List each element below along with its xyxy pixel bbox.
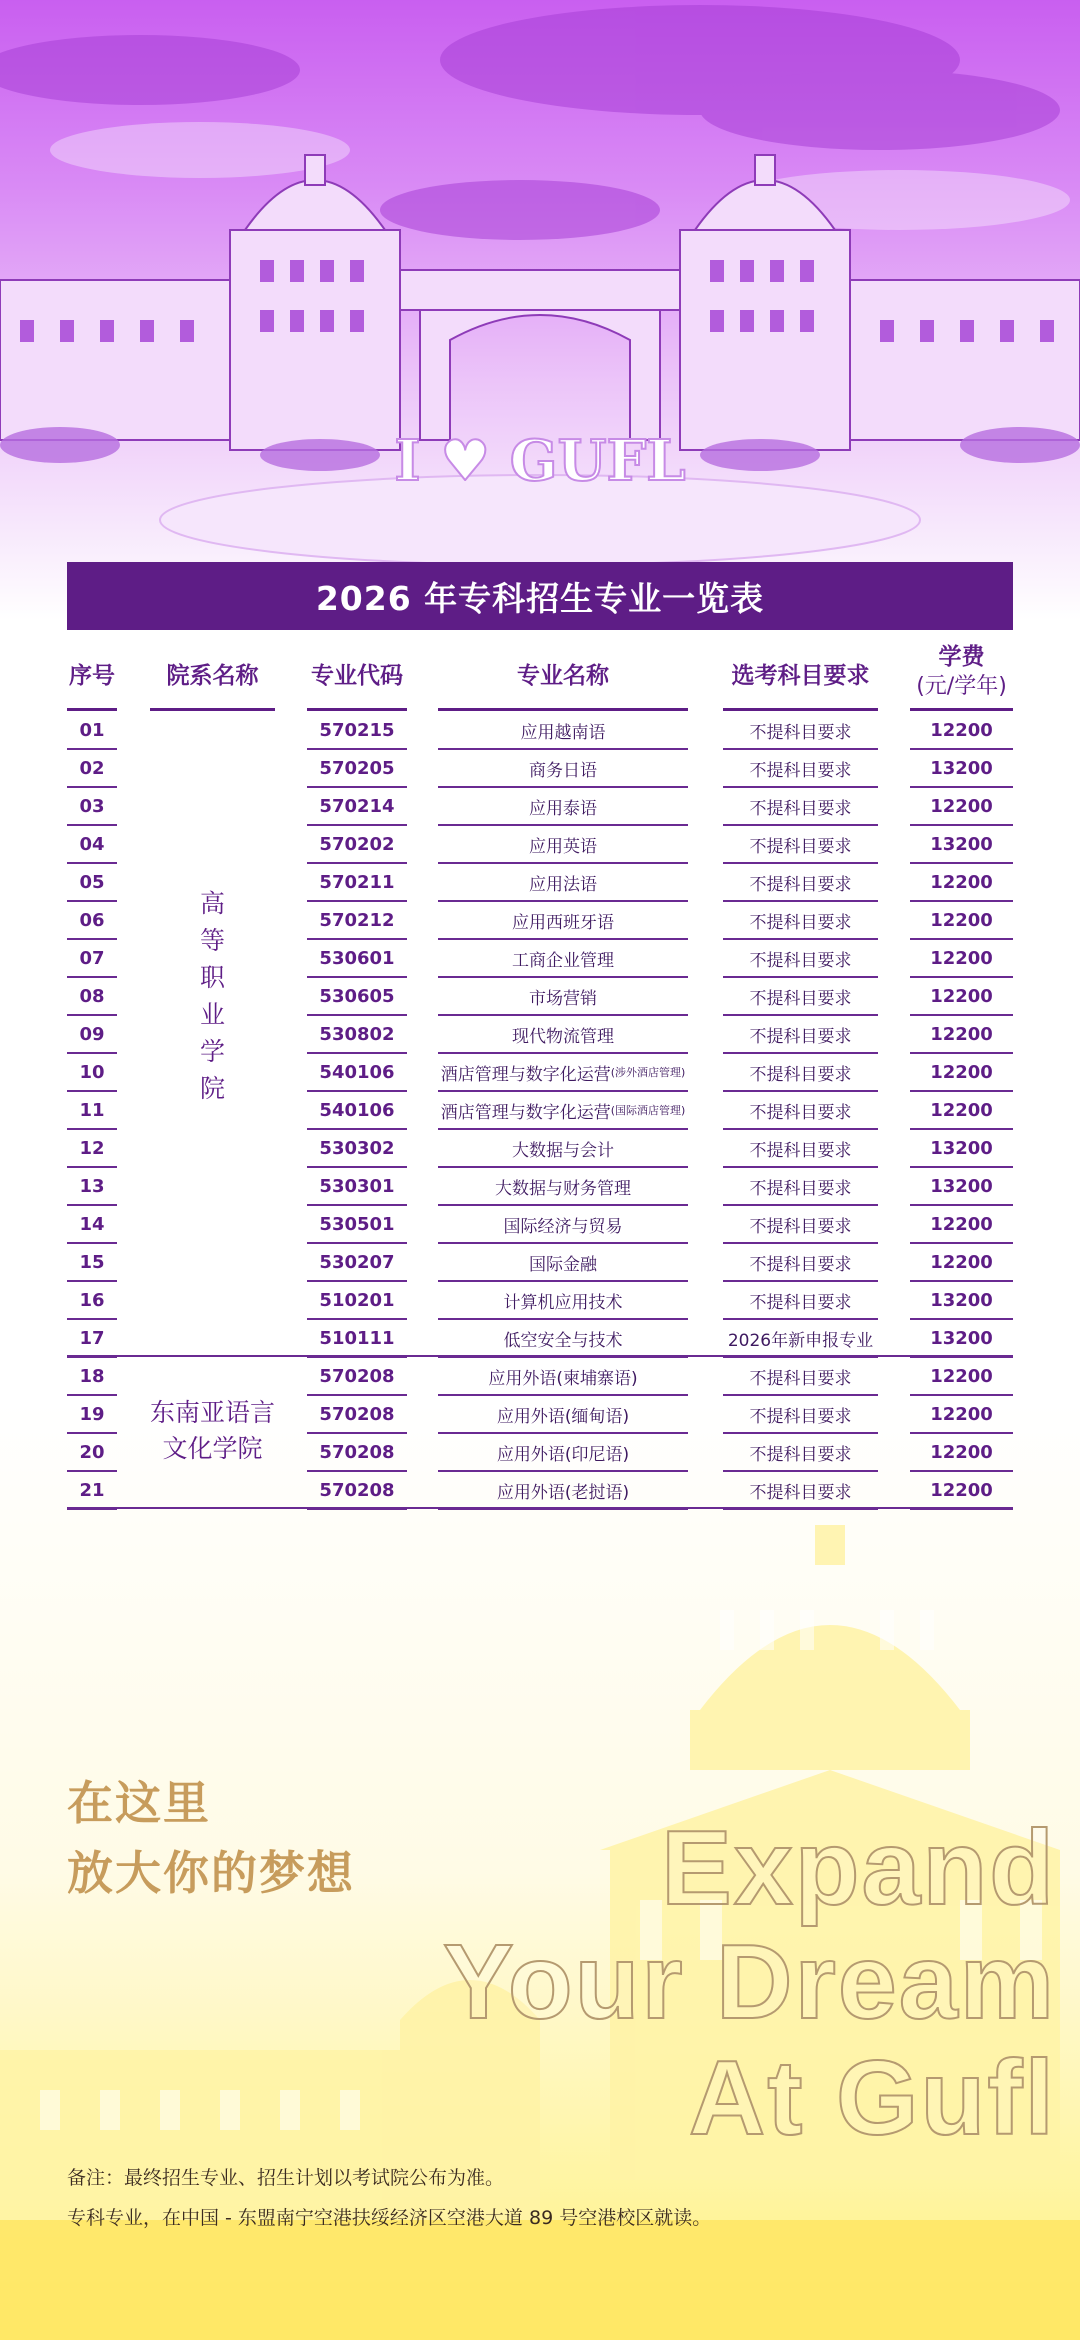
header-code: 专业代码 [311,663,403,689]
row-major-cell-text: 商务日语 [529,760,597,781]
row-fee-cell-text: 12200 [930,1099,993,1121]
row-requirement-cell [723,940,878,978]
row-requirement-cell-text: 不提科目要求 [749,1178,852,1199]
row-major-cell-text: 应用法语 [529,874,597,895]
slogan-line2: 放大你的梦想 [67,1846,355,1900]
row-code-cell [307,1054,407,1092]
row-code-cell [307,1244,407,1282]
row-major-note: (涉外酒店管理) [610,1066,686,1079]
header-rule-major [438,708,688,711]
college1-char: 高 [199,889,225,918]
row-requirement-cell-text: 不提科目要求 [749,912,852,933]
row-fee-cell [910,1396,1013,1434]
row-requirement-cell-text: 不提科目要求 [749,950,852,971]
row-fee-cell [910,826,1013,864]
row-requirement-cell-text: 不提科目要求 [749,760,852,781]
row-requirement-cell-text: 不提科目要求 [749,798,852,819]
row-fee-cell [910,1434,1013,1472]
row-fee-cell [910,1282,1013,1320]
row-requirement-cell-text: 不提科目要求 [749,1140,852,1161]
row-major-cell-text: 低空安全与技术 [503,1330,623,1351]
row-index-cell-text: 05 [79,871,105,893]
college1-char: 职 [199,963,225,992]
row-index-cell [67,1092,117,1130]
row-fee-cell [910,712,1013,750]
row-index-cell [67,712,117,750]
row-requirement-cell [723,1244,878,1282]
header-major: 专业名称 [517,663,609,689]
row-requirement-cell-text: 不提科目要求 [749,1064,852,1085]
row-requirement-cell-text: 2026年新申报专业 [727,1330,874,1351]
row-index-cell-text: 02 [79,757,105,779]
row-major-cell-text: 国际经济与贸易 [503,1216,623,1237]
row-code-cell-text: 530301 [319,1175,395,1197]
row-fee-cell-text: 12200 [930,1441,993,1463]
row-major-cell-text: 应用泰语 [529,798,597,819]
row-fee-cell-text: 12200 [930,719,993,741]
row-index-cell-text: 18 [79,1365,105,1387]
row-requirement-cell-text: 不提科目要求 [749,1368,852,1389]
table-title-band [67,562,1013,630]
row-requirement-cell [723,902,878,940]
note-line1: 备注：最终招生专业、招生计划以考试院公布为准。 [67,2167,505,2189]
header-requirement: 选考科目要求 [731,663,870,689]
row-requirement-cell [723,978,878,1016]
college2-line2: 文化学院 [162,1434,263,1463]
row-code-cell [307,788,407,826]
row-requirement-cell [723,864,878,902]
college1-char: 业 [199,1000,225,1029]
row-major-cell-text: 大数据与财务管理 [495,1178,631,1199]
row-major-cell [438,826,688,864]
header-fee [910,642,1013,702]
row-major-cell-text: 现代物流管理 [512,1026,614,1047]
row-requirement-cell [723,1168,878,1206]
row-code-cell [307,1434,407,1472]
row-major-cell-text: 酒店管理与数字化运营 [440,1064,611,1085]
row-index-cell [67,1396,117,1434]
row-code-cell [307,826,407,864]
row-index-cell-text: 16 [79,1289,105,1311]
college1-char: 学 [199,1037,225,1066]
row-index-cell-text: 06 [79,909,105,931]
row-code-cell [307,902,407,940]
row-index-cell [67,940,117,978]
row-major-cell [438,978,688,1016]
header-college: 院系名称 [166,663,259,689]
table-title: 2026 年专科招生专业一览表 [315,578,765,618]
row-major-cell [438,1016,688,1054]
college1-char: 院 [199,1074,225,1103]
row-major-cell [438,1244,688,1282]
row-code-cell-text: 530601 [319,947,395,969]
row-index-cell-text: 04 [79,833,105,855]
row-index-cell-text: 09 [79,1023,105,1045]
row-index-cell-text: 10 [79,1061,105,1083]
english-line3: At Gufl [688,2039,1056,2157]
row-index-cell-text: 08 [79,985,105,1007]
row-fee-cell-text: 12200 [930,985,993,1007]
row-index-cell [67,1016,117,1054]
row-index-cell-text: 15 [79,1251,105,1273]
row-index-cell-text: 12 [79,1137,105,1159]
row-code-cell [307,978,407,1016]
row-index-cell-text: 07 [79,947,105,969]
campus-hero-illustration [0,0,1080,620]
row-requirement-cell-text: 不提科目要求 [749,1102,852,1123]
row-code-cell-text: 570212 [319,909,395,931]
row-fee-cell [910,788,1013,826]
row-code-cell [307,864,407,902]
row-fee-cell-text: 13200 [930,1327,993,1349]
row-fee-cell [910,978,1013,1016]
row-requirement-cell [723,1092,878,1130]
row-requirement-cell [723,1206,878,1244]
row-major-cell [438,940,688,978]
header-rule-index [67,708,117,711]
note-line2: 专科专业，在中国 - 东盟南宁空港扶绥经济区空港大道 89 号空港校区就读。 [67,2207,712,2229]
header-index: 序号 [69,663,115,689]
row-index-cell [67,1320,117,1358]
row-index-cell [67,1434,117,1472]
row-requirement-cell-text: 不提科目要求 [749,1292,852,1313]
row-major-cell [438,1282,688,1320]
row-code-cell-text: 530207 [319,1251,395,1273]
row-code-cell [307,1396,407,1434]
row-index-cell-text: 20 [79,1441,105,1463]
row-major-cell [438,1206,688,1244]
row-fee-cell-text: 12200 [930,1479,993,1501]
row-index-cell-text: 14 [79,1213,105,1235]
row-fee-cell [910,1320,1013,1358]
row-major-cell-text: 应用外语(柬埔寨语) [488,1368,638,1389]
row-fee-cell-text: 12200 [930,795,993,817]
row-code-cell-text: 570205 [319,757,395,779]
row-fee-cell [910,1130,1013,1168]
row-code-cell [307,712,407,750]
row-major-cell-text: 国际金融 [529,1254,597,1275]
row-major-cell [438,1092,688,1130]
row-fee-cell-text: 12200 [930,909,993,931]
row-requirement-cell [723,1434,878,1472]
row-major-cell-text: 工商企业管理 [512,950,614,971]
row-fee-cell-text: 12200 [930,1403,993,1425]
row-code-cell [307,1320,407,1358]
row-code-cell [307,1472,407,1510]
row-major-cell-text: 应用外语(印尼语) [496,1444,630,1465]
row-fee-cell [910,1358,1013,1396]
row-code-cell-text: 570214 [319,795,395,817]
row-major-cell [438,1472,688,1510]
row-major-cell-text: 应用外语(缅甸语) [496,1406,630,1427]
row-code-cell-text: 530501 [319,1213,395,1235]
row-major-cell [438,1054,688,1092]
row-major-cell [438,1434,688,1472]
row-code-cell-text: 530802 [319,1023,395,1045]
row-major-cell-text: 应用西班牙语 [512,912,614,933]
row-requirement-cell-text: 不提科目要求 [749,1482,852,1503]
row-requirement-cell [723,1054,878,1092]
row-fee-cell-text: 13200 [930,833,993,855]
row-code-cell [307,1016,407,1054]
row-major-cell [438,864,688,902]
row-code-cell [307,940,407,978]
row-fee-cell [910,1016,1013,1054]
english-line2: Your Dream [443,1923,1056,2041]
row-code-cell [307,1206,407,1244]
row-index-cell [67,826,117,864]
row-requirement-cell-text: 不提科目要求 [749,1444,852,1465]
row-index-cell-text: 21 [79,1479,105,1501]
header-rule-college [150,708,275,711]
college-southeast-asian-languages [130,1395,295,1467]
header-fee-label: 学费 [938,644,985,670]
row-requirement-cell-text: 不提科目要求 [749,722,852,743]
row-major-cell [438,1396,688,1434]
row-major-cell-text: 应用越南语 [520,722,606,743]
row-fee-cell [910,1168,1013,1206]
row-major-cell [438,1130,688,1168]
english-line1: Expand [661,1809,1056,1927]
header-fee-unit: (元/学年) [916,674,1007,699]
row-index-cell [67,1244,117,1282]
row-fee-cell-text: 13200 [930,1137,993,1159]
row-index-cell [67,1282,117,1320]
row-fee-cell [910,1244,1013,1282]
row-code-cell-text: 540106 [319,1099,395,1121]
row-index-cell-text: 17 [79,1327,105,1349]
row-major-cell-text: 酒店管理与数字化运营 [440,1102,611,1123]
row-major-cell [438,1320,688,1358]
row-code-cell-text: 530605 [319,985,395,1007]
row-requirement-cell-text: 不提科目要求 [749,1254,852,1275]
row-code-cell [307,1358,407,1396]
row-fee-cell-text: 12200 [930,1061,993,1083]
row-fee-cell [910,1472,1013,1510]
row-fee-cell [910,1206,1013,1244]
row-major-note: (国际酒店管理) [610,1104,686,1117]
row-requirement-cell [723,1320,878,1358]
row-major-cell [438,1168,688,1206]
row-requirement-cell [723,1130,878,1168]
row-major-cell-text: 计算机应用技术 [503,1292,623,1313]
row-code-cell-text: 570208 [319,1365,395,1387]
row-code-cell-text: 570211 [319,871,395,893]
slogan [67,1768,355,1908]
row-index-cell [67,1206,117,1244]
row-index-cell [67,788,117,826]
row-fee-cell-text: 13200 [930,1175,993,1197]
row-requirement-cell-text: 不提科目要求 [749,1216,852,1237]
gufl-sign: I ♥ GUFL [394,428,686,494]
row-code-cell-text: 510111 [319,1327,395,1349]
row-index-cell-text: 03 [79,795,105,817]
header-rule-code [307,708,407,711]
row-code-cell-text: 570208 [319,1441,395,1463]
row-major-cell [438,1358,688,1396]
row-index-cell [67,864,117,902]
row-code-cell [307,1168,407,1206]
slogan-line1: 在这里 [67,1776,211,1830]
row-index-cell [67,1130,117,1168]
row-index-cell-text: 19 [79,1403,105,1425]
row-requirement-cell [723,788,878,826]
row-major-cell-text: 应用外语(老挝语) [496,1482,630,1503]
row-fee-cell-text: 13200 [930,757,993,779]
college-higher-vocational [150,885,275,1107]
row-fee-cell-text: 12200 [930,1023,993,1045]
row-major-cell [438,712,688,750]
row-code-cell [307,1092,407,1130]
table-bottom-rule [67,1507,1013,1509]
row-requirement-cell [723,1358,878,1396]
row-major-cell-text: 应用英语 [529,836,597,857]
row-index-cell [67,1054,117,1092]
row-code-cell-text: 530302 [319,1137,395,1159]
college2-line1: 东南亚语言 [149,1398,275,1427]
row-index-cell-text: 11 [79,1099,105,1121]
row-requirement-cell [723,712,878,750]
row-requirement-cell-text: 不提科目要求 [749,1026,852,1047]
row-fee-cell-text: 12200 [930,1365,993,1387]
college-separator-rule [67,1355,1013,1357]
row-fee-cell-text: 12200 [930,871,993,893]
row-fee-cell [910,1092,1013,1130]
row-requirement-cell [723,1016,878,1054]
row-fee-cell [910,940,1013,978]
row-fee-cell [910,750,1013,788]
row-index-cell [67,1358,117,1396]
header-rule-requirement [723,708,878,711]
row-index-cell [67,1168,117,1206]
row-code-cell [307,750,407,788]
row-fee-cell-text: 12200 [930,1251,993,1273]
row-fee-cell [910,902,1013,940]
row-index-cell-text: 13 [79,1175,105,1197]
college1-char: 等 [199,926,225,955]
row-requirement-cell [723,1396,878,1434]
row-index-cell [67,902,117,940]
row-major-cell [438,902,688,940]
row-code-cell-text: 510201 [319,1289,395,1311]
row-fee-cell [910,864,1013,902]
row-code-cell-text: 570208 [319,1479,395,1501]
row-requirement-cell [723,1472,878,1510]
row-fee-cell [910,1054,1013,1092]
row-index-cell [67,978,117,1016]
row-fee-cell-text: 12200 [930,947,993,969]
row-requirement-cell-text: 不提科目要求 [749,988,852,1009]
row-requirement-cell-text: 不提科目要求 [749,836,852,857]
row-index-cell [67,750,117,788]
row-code-cell-text: 540106 [319,1061,395,1083]
row-index-cell [67,1472,117,1510]
row-fee-cell-text: 12200 [930,1213,993,1235]
row-code-cell-text: 570202 [319,833,395,855]
row-code-cell-text: 570215 [319,719,395,741]
header-rule-fee [910,708,1013,711]
row-requirement-cell [723,750,878,788]
row-major-cell-text: 大数据与会计 [512,1140,614,1161]
row-major-cell [438,788,688,826]
row-requirement-cell-text: 不提科目要求 [749,1406,852,1427]
row-code-cell [307,1282,407,1320]
row-index-cell-text: 01 [79,719,105,741]
campus-building-drawing [0,0,1080,620]
row-requirement-cell-text: 不提科目要求 [749,874,852,895]
row-requirement-cell [723,1282,878,1320]
row-requirement-cell [723,826,878,864]
row-fee-cell-text: 13200 [930,1289,993,1311]
row-major-cell [438,750,688,788]
row-code-cell-text: 570208 [319,1403,395,1425]
row-major-cell-text: 市场营销 [529,988,597,1009]
row-code-cell [307,1130,407,1168]
